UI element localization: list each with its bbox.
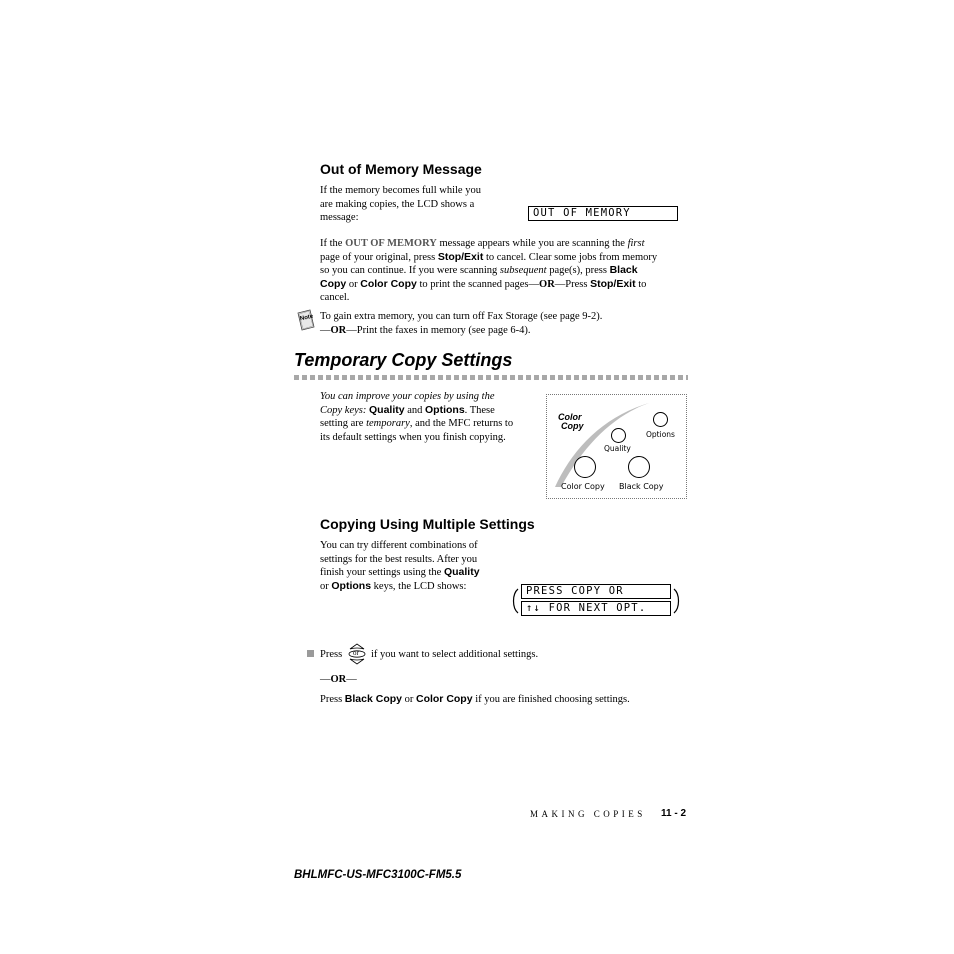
black-copy-button[interactable] <box>628 456 650 478</box>
color-copy-label: Color Copy <box>561 482 605 491</box>
lcd-display-out-of-memory: OUT OF MEMORY <box>528 206 678 221</box>
bullet-square <box>307 650 314 657</box>
intro-line: If the memory becomes full while you <box>320 185 481 196</box>
temporary-settings-paragraph <box>320 390 545 444</box>
paragraph-line <box>320 278 690 292</box>
arrow-keys-or-label: or <box>353 649 359 657</box>
paragraph-line <box>320 264 690 278</box>
intro-line: are making copies, the LCD shows a <box>320 198 475 210</box>
lcd-left-bracket <box>510 588 520 614</box>
text: finish your settings using the <box>320 567 444 578</box>
paragraph-line <box>320 390 545 404</box>
text: so you can continue. If you were scanning <box>320 265 500 276</box>
text: If the <box>320 238 346 249</box>
text: Press <box>320 649 343 660</box>
text: to <box>635 278 647 290</box>
bullet-press-text <box>320 648 342 662</box>
quality-button[interactable] <box>611 428 626 443</box>
text-emphasis: temporary <box>366 418 410 429</box>
intro-line: message: <box>320 212 359 223</box>
paragraph-line: cancel. <box>320 292 350 303</box>
options-label: Options <box>646 430 675 439</box>
section-heading-out-of-memory: Out of Memory Message <box>320 161 482 177</box>
section-heading-multiple-settings: Copying Using Multiple Settings <box>320 516 535 532</box>
note-line <box>320 324 690 338</box>
text: if you want to select additional settings. <box>371 649 539 660</box>
out-of-memory-intro <box>320 184 520 225</box>
key-name-quality: Quality <box>443 566 480 578</box>
note-line: To gain extra memory, you can turn off Fax Storage (see page 9-2). <box>320 311 603 322</box>
text: — <box>320 324 331 336</box>
key-name-copy: Copy <box>320 277 347 290</box>
lcd-right-bracket <box>672 588 682 614</box>
up-down-arrow-keys-icon <box>347 642 367 666</box>
text-or: OR <box>330 674 347 685</box>
footer-document-id: BHLMFC-US-MFC3100C-FM5.5 <box>294 869 462 881</box>
key-name-options: Options <box>331 579 372 592</box>
text-or: OR <box>539 278 555 290</box>
text: or <box>320 580 332 592</box>
intro-line: settings for the best results. After you <box>320 553 478 565</box>
paragraph-line <box>320 404 545 418</box>
quality-label: Quality <box>604 444 631 453</box>
paragraph-line: its default settings when you finish copying. <box>320 431 506 443</box>
note-text <box>320 310 690 337</box>
note-icon-label: Note <box>299 313 314 323</box>
text-emphasis: first <box>627 238 645 249</box>
multiple-settings-intro <box>320 539 520 593</box>
section-divider <box>294 375 688 380</box>
text: . These <box>464 404 495 416</box>
text: and <box>404 404 425 416</box>
intro-line <box>320 580 520 594</box>
lcd-display-line1: PRESS COPY OR <box>521 584 671 599</box>
key-name-stop-exit: Stop/Exit <box>590 277 636 290</box>
text: or <box>401 694 416 705</box>
out-of-memory-paragraph <box>320 237 690 305</box>
key-name-black-copy: Black Copy <box>344 693 402 705</box>
text: page(s), press <box>546 265 610 276</box>
paragraph-line <box>320 237 690 251</box>
text: Press <box>320 694 345 705</box>
text: to cancel. Clear some jobs from memory <box>483 251 658 263</box>
text-emphasis: subsequent <box>499 265 547 276</box>
text-emphasis: You can improve your copies by using the <box>320 391 495 402</box>
paragraph-line <box>320 417 545 431</box>
lcd-message-name: OUT OF MEMORY <box>345 238 437 249</box>
key-name-color-copy: Color Copy <box>415 693 473 705</box>
lcd-display-line2: ↑↓ FOR NEXT OPT. <box>521 601 671 616</box>
key-name-stop-exit: Stop/Exit <box>437 250 484 263</box>
text: message appears while you are scanning the <box>436 238 628 249</box>
text: — <box>346 674 357 685</box>
brand-line: Color <box>558 412 582 422</box>
section-title-temporary-copy-settings: Temporary Copy Settings <box>294 350 513 370</box>
color-copy-brand-label <box>558 413 584 431</box>
text: to print the scanned pages— <box>416 278 540 290</box>
note-icon <box>297 309 315 331</box>
key-name-options: Options <box>425 403 465 416</box>
brand-line: Copy <box>561 421 584 431</box>
intro-line <box>320 566 520 580</box>
final-instruction <box>320 693 630 707</box>
options-button[interactable] <box>653 412 668 427</box>
key-name-black: Black <box>609 264 638 276</box>
footer-page-number: 11 - 2 <box>661 808 687 819</box>
text: if you are finished choosing settings. <box>472 694 630 705</box>
text: or <box>346 278 361 290</box>
text: keys, the LCD shows: <box>371 580 467 592</box>
footer-chapter-title: MAKING COPIES <box>530 809 646 819</box>
color-copy-button[interactable] <box>574 456 596 478</box>
text: —Press <box>554 278 591 290</box>
key-name-color-copy: Color Copy <box>360 277 417 290</box>
intro-line: You can try different combinations of <box>320 540 478 551</box>
black-copy-label: Black Copy <box>619 482 664 491</box>
text-emphasis: Copy keys: <box>320 404 369 416</box>
text-or: OR <box>330 324 347 336</box>
text: , and the MFC returns to <box>409 418 514 429</box>
or-separator <box>320 673 357 687</box>
key-name-quality: Quality <box>368 403 405 416</box>
bullet-rest-text <box>371 648 538 662</box>
text: —Print the faxes in memory (see page 6-4). <box>346 324 531 336</box>
copy-key-panel-illustration <box>546 394 687 499</box>
text: — <box>320 674 331 685</box>
paragraph-line <box>320 251 690 265</box>
text: setting are <box>320 418 367 429</box>
text: page of your original, press <box>320 251 438 263</box>
